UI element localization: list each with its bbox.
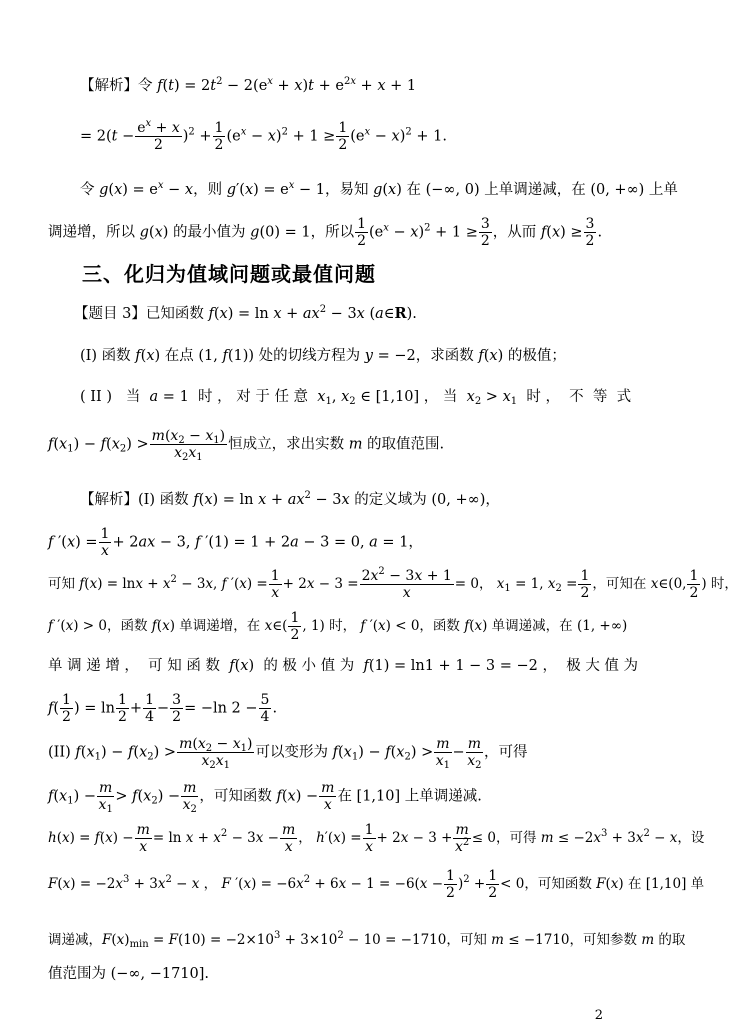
line-11: 可知 $f(x) = \ln x + x^2 - 3x$, f ′(x) = $\frac{1}{x}$ + 2x − 3 = $\frac{2x^2 - 3x + 1}{x}$ = 0， $x_1 = 1$, $x_2$ = $\frac{1}{2}$ ，可知在 x∈(0, $\frac{1}{2}$ ) 时， — [48, 566, 738, 601]
monotonic-line — [0, 608, 643, 644]
line-18: $F(x) = -2x^3 + 3x^2 - x$ ， F $'(x) = -6x^2 + 6x - 1 = -6(x$ − $\frac{1}{2}$ )$^2$ + $\frac{1}{2}$ < 0，可知函数 F(x) 在 [1,10] 单 — [48, 868, 705, 901]
line-10: f ′(x) = $\frac{1}{x}$ + 2ax − 3, f ′(1) = 1 + 2a − 3 = 0, a = 1， — [48, 526, 423, 559]
derivative-line — [0, 524, 643, 560]
line-5: 【题目 3】已知函数 $f(x) = \ln x + ax^2 - 3x$ (a∈R). — [74, 304, 417, 322]
line-1: 【解析】令 $f(t) = 2t^2 - 2(e^x + x)t + e^{2x} + x + 1$ — [80, 76, 417, 94]
line-15: (II) $f(x_1) - f(x_2)$ > $\frac{m(x_2 - x_1)}{x_2x_1}$ 可以变形为 $f(x_1) - f(x_2)$ > $\frac{m}{x_1}$ − $\frac{m}{x_2}$ ，可得 — [48, 736, 528, 771]
line-8: $f(x_1) - f(x_2)$ > $\frac{m(x_2 - x_1)}{x_2x_1}$ 恒成立，求出实数 m 的取值范围. — [48, 428, 445, 463]
page-number: 2 — [594, 1008, 603, 1023]
inequality-line — [0, 424, 643, 466]
g-min-line — [0, 212, 643, 248]
part-2-solution-line — [0, 734, 643, 772]
section-heading: 三、化归为值域问题或最值问题 — [82, 262, 376, 286]
completed-square-line — [0, 120, 643, 160]
line-20: 值范围为 (−∞, −1710]. — [48, 966, 210, 982]
h-function-line — [0, 820, 705, 856]
line-19: 调递减，$F(x)_{min} = F(10) = -2\times 10^3 + 3\times 10^2 - 10 = -1710$，可知 m ≤ −1710，可知参数 m 的取 — [48, 930, 686, 950]
line-13: 单 调 递 增 ， 可 知 函 数 f(x) 的 极 小 值 为 f(1) = ln1 + 1 − 3 = −2 ， 极 大 值 为 — [48, 658, 639, 674]
line-7a: ( II ) 当 a = 1 时 ， 对 于 任 意 $x_1$, $x_2$ ∈ [1,10] ， 当 $x_2 > x_1$ 时 ， 不 等 式 — [80, 389, 632, 407]
line-2: = 2(t − $\frac{e^x + x}{2}$ )$^2$ + $\frac{1}{2}$ $(e^x - x)^2 + 1$ ≥ $\frac{1}{2}$ $(e^x - x)^2 + 1$. — [80, 118, 447, 153]
line-9: 【解析】(I) 函数 $f(x) = \ln x + ax^2 - 3x$ 的定义域为 (0, +∞)， — [80, 490, 500, 508]
line-14: f( $\frac{1}{2}$ ) = ln $\frac{1}{2}$ + $\frac{1}{4}$ − $\frac{3}{2}$ = −ln 2 − $\frac{5}{4}$ . — [48, 692, 278, 725]
line-3: 令 $g(x) = e^x - x$，则 $g'(x) = e^x - 1$，易知 g(x) 在 (−∞, 0) 上单调递减，在 (0, +∞) 上单 — [80, 180, 678, 198]
line-6: (I) 函数 f(x) 在点 (1, f(1)) 处的切线方程为 y = −2，求函数 f(x) 的极值； — [80, 348, 566, 364]
decreasing-line — [0, 778, 643, 814]
line-16: $f(x_1)$ − $\frac{m}{x_1}$ > $f(x_2)$ − $\frac{m}{x_2}$ ，可知函数 f(x) − $\frac{m}{x}$ 在 [1,10] 上单调递减. — [48, 780, 482, 815]
max-value-line — [0, 690, 643, 726]
F-function-line — [0, 864, 705, 904]
line-4: 调递增，所以 g(x) 的最小值为 g(0) = 1，所以 $\frac{1}{2}$ $(e^x - x)^2 + 1$ ≥ $\frac{3}{2}$ ，从而 f(x) ≥ $\frac{3}{2}$ . — [48, 216, 603, 249]
critical-points-line — [0, 566, 738, 602]
line-12: f ′(x) > 0，函数 f(x) 单调递增，在 x∈( $\frac{1}{2}$ , 1) 时， f ′(x) < 0，函数 f(x) 单调递减，在 (1, +∞) — [48, 610, 628, 643]
line-17: h(x) = f(x) − $\frac{m}{x}$ = $\ln x + x^2 - 3x$ − $\frac{m}{x}$ ， h′(x) = $\frac{1}{x}$ + 2x − 3 + $\frac{m}{x^2}$ ≤ 0，可得 $m \le -2x^3 + 3x^2 - x$，设 — [48, 822, 705, 855]
